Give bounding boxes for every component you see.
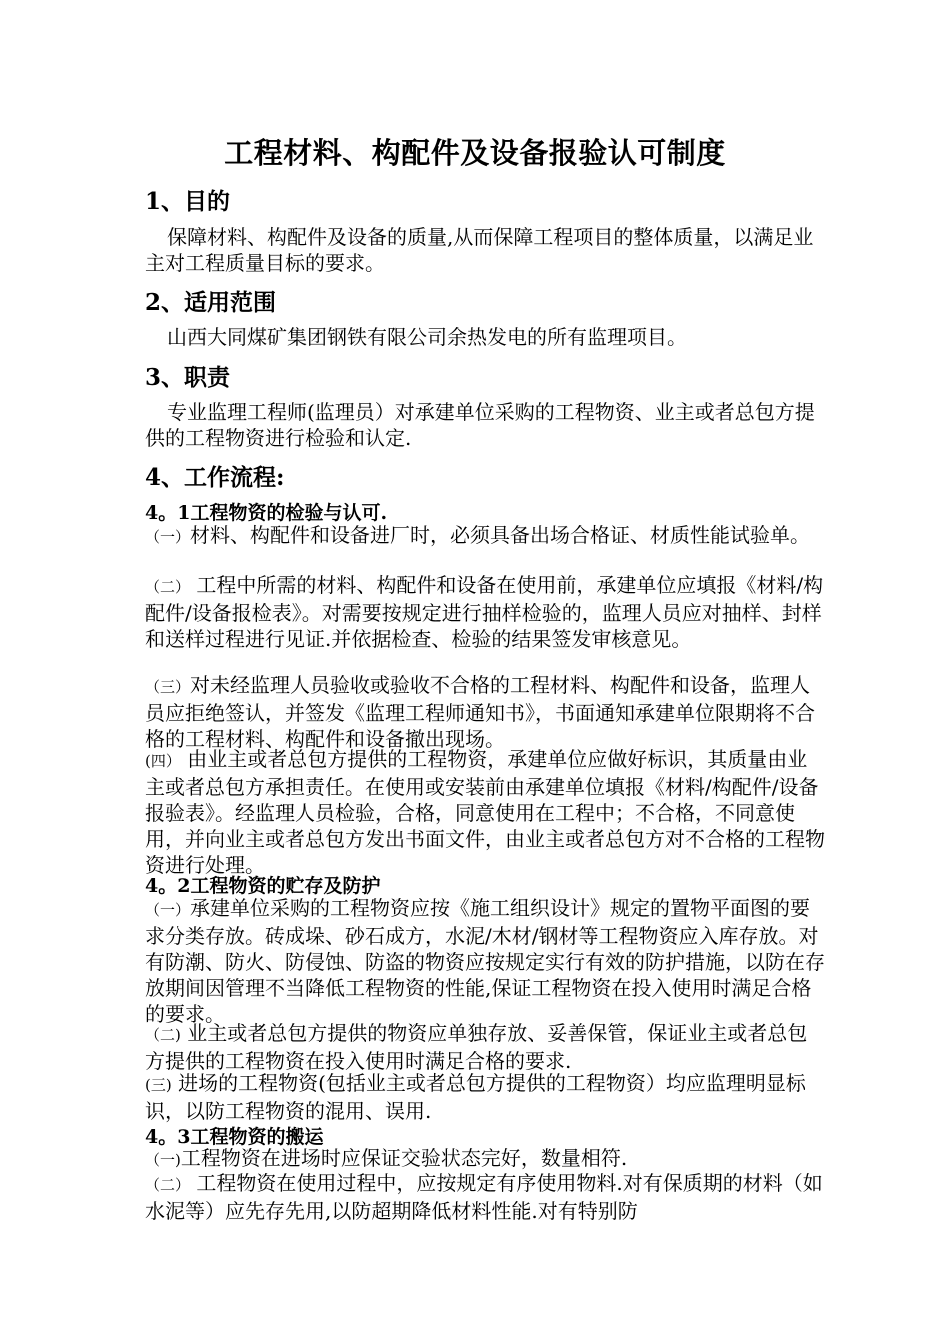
section-heading-duties: 3、职责 bbox=[145, 364, 231, 391]
list-item: （二) 业主或者总包方提供的物资应单独存放、妥善保管，保证业主或者总包方提供的工程物资在投入使用时满足合格的要求. bbox=[145, 1021, 808, 1073]
paragraph-purpose: 保障材料、构配件及设备的质量,从而保障工程项目的整体质量，以满足业主对工程质量目标的要求。 bbox=[145, 225, 814, 275]
paragraph-scope: 山西大同煤矿集团钢铁有限公司余热发电的所有监理项目。 bbox=[167, 325, 687, 349]
list-item: （一）材料、构配件和设备进厂时，必须具备出场合格证、材质性能试验单。 bbox=[145, 523, 811, 547]
list-item: （二） 工程中所需的材料、构配件和设备在使用前，承建单位应填报《材料/构配件/设备报检表》。对需要按规定进行抽样检验的，监理人员应对抽样、封样和送样过程进行见证.并依据检查、检验的结果签发审核意见。 bbox=[145, 573, 824, 651]
subsection-heading-handling: 4。3工程物资的搬运 bbox=[145, 1126, 324, 1148]
subsection-heading-inspection: 4。1工程物资的检验与认可. bbox=[145, 502, 388, 524]
paragraph-duties: 专业监理工程师(监理员）对承建单位采购的工程物资、业主或者总包方提供的工程物资进行检验和认定. bbox=[145, 400, 815, 450]
page-title: 工程材料、构配件及设备报验认可制度 bbox=[224, 136, 726, 170]
list-item: （一）承建单位采购的工程物资应按《施工组织设计》规定的置物平面图的要求分类存放。砖成垛、砂石成方，水泥/木材/钢材等工程物资应入库存放。对有防潮、防火、防侵蚀、防盗的物资应按规定实行有效的防护措施，以防在存放期间因管理不当降低工程物资的性能,保证工程物资在投入使用时满足合格的要求。 bbox=[145, 896, 825, 1026]
section-heading-scope: 2、适用范围 bbox=[145, 289, 277, 316]
list-item: (三) 进场的工程物资(包括业主或者总包方提供的工程物资）均应监理明显标识，以防工程物资的混用、误用. bbox=[145, 1071, 806, 1123]
subsection-heading-storage: 4。2工程物资的贮存及防护 bbox=[145, 875, 381, 897]
list-item: （一)工程物资在进场时应保证交验状态完好，数量相符. bbox=[145, 1146, 628, 1170]
section-heading-purpose: 1、目的 bbox=[145, 188, 231, 215]
section-heading-workflow: 4、工作流程: bbox=[145, 464, 285, 491]
list-item: （二） 工程物资在使用过程中，应按规定有序使用物料.对有保质期的材料（如水泥等）应先存先用,以防超期降低材料性能.对有特别防 bbox=[145, 1171, 823, 1223]
list-item: （三）对未经监理人员验收或验收不合格的工程材料、构配件和设备，监理人员应拒绝签认，并签发《监理工程师通知书》，书面通知承建单位限期将不合格的工程材料、构配件和设备撤出现场。 bbox=[145, 673, 815, 751]
list-item: (四） 由业主或者总包方提供的工程物资，承建单位应做好标识，其质量由业主或者总包方承担责任。在使用或安装前由承建单位填报《材料/构配件/设备报验表》。经监理人员检验，合格，同意使用在工程中；不合格，不同意使用，并向业主或者总包方发出书面文件，由业主或者总包方对不合格的工程物资进行处理。 bbox=[145, 747, 825, 877]
